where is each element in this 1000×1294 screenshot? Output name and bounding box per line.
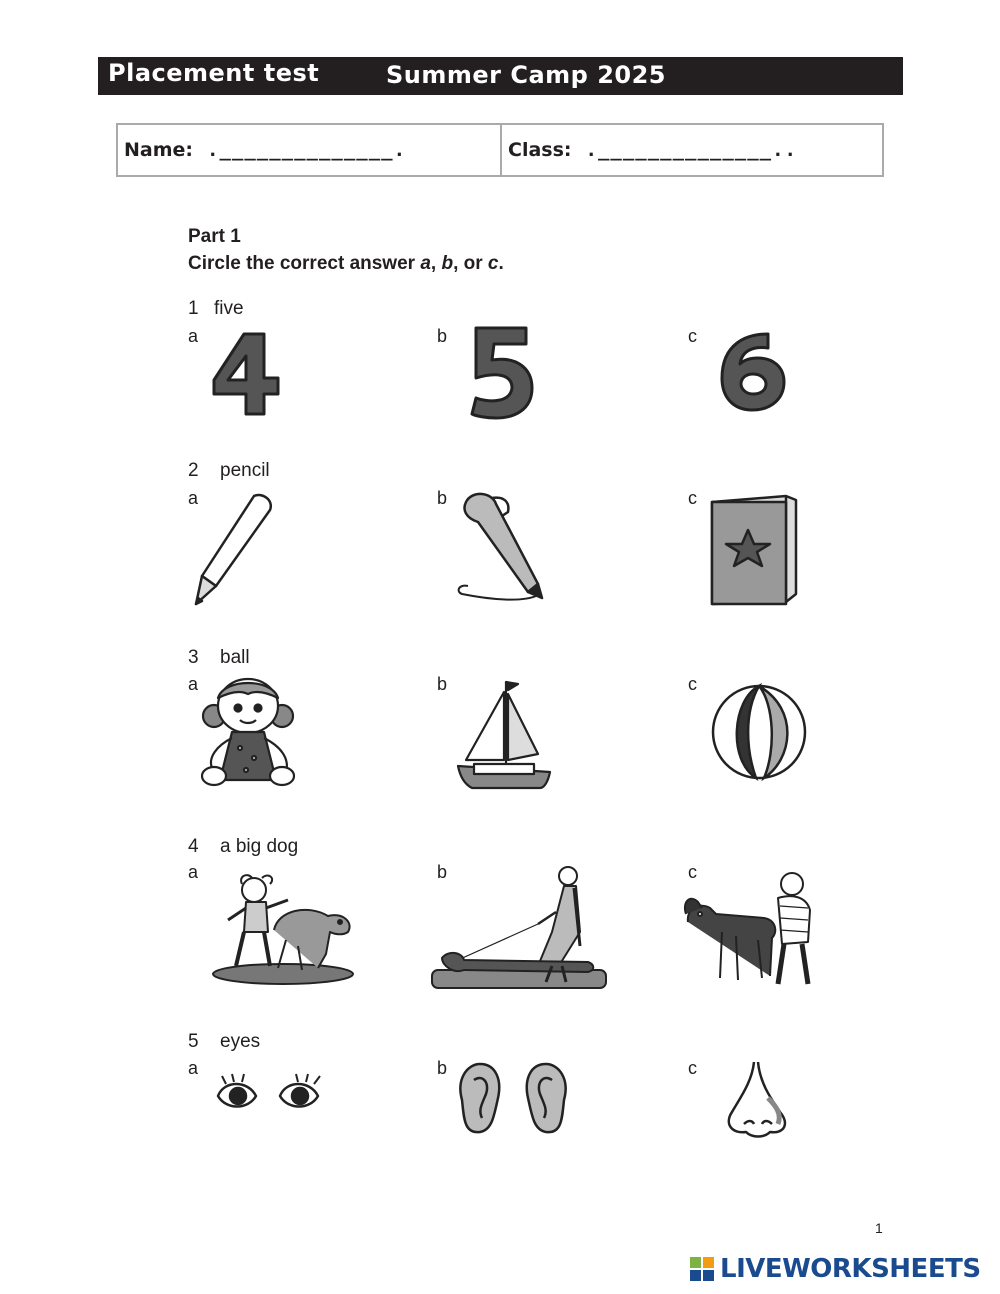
class-label: Class: bbox=[508, 139, 572, 161]
instruction-sep-2: , or bbox=[453, 253, 488, 274]
option-b-ref: b bbox=[441, 253, 454, 274]
option-a-ref: a bbox=[420, 253, 431, 274]
option-letter: b bbox=[437, 674, 448, 694]
option-letter: a bbox=[188, 1058, 199, 1078]
nose-picture[interactable] bbox=[718, 1058, 794, 1142]
option-letter: c bbox=[688, 674, 697, 694]
ears-picture[interactable] bbox=[452, 1060, 574, 1138]
sailboat-picture[interactable] bbox=[452, 676, 556, 794]
number-four-picture[interactable] bbox=[208, 328, 288, 420]
option-letter: a bbox=[188, 488, 199, 508]
option-letter: b bbox=[437, 488, 448, 508]
logo-grid-icon bbox=[690, 1257, 714, 1281]
book-picture[interactable] bbox=[706, 490, 802, 608]
question-word: ball bbox=[220, 647, 250, 668]
question-number: 1 bbox=[188, 298, 199, 319]
option-letter: b bbox=[437, 326, 448, 346]
name-label: Name: bbox=[124, 139, 194, 161]
name-cell[interactable] bbox=[118, 125, 500, 175]
header-bar bbox=[98, 57, 903, 95]
option-c-ref: c bbox=[487, 253, 499, 274]
question-word: five bbox=[214, 298, 244, 319]
option-letter: c bbox=[688, 326, 697, 346]
brand-name: LIVEWORKSHEETS bbox=[720, 1254, 981, 1284]
question-number: 3 bbox=[188, 647, 199, 668]
page-number: 1 bbox=[875, 1220, 883, 1236]
option-letter: c bbox=[688, 1058, 697, 1078]
question-word: eyes bbox=[220, 1031, 261, 1052]
liveworksheets-logo[interactable] bbox=[690, 1252, 990, 1286]
man-walking-big-dog-picture[interactable] bbox=[680, 866, 824, 998]
instruction-sep-1: , bbox=[430, 253, 442, 274]
name-class-box bbox=[116, 123, 884, 177]
pen-picture[interactable] bbox=[452, 488, 552, 604]
placement-test-title: Placement test bbox=[108, 59, 320, 87]
class-field[interactable]: .______________.. bbox=[585, 139, 797, 161]
number-five-picture[interactable] bbox=[466, 322, 536, 422]
man-walking-dachshund-picture[interactable] bbox=[428, 862, 610, 998]
girl-with-dog-picture[interactable] bbox=[208, 870, 358, 986]
class-cell[interactable] bbox=[500, 125, 882, 175]
part-title: Part 1 bbox=[188, 226, 241, 247]
number-six-picture[interactable] bbox=[716, 330, 790, 414]
instruction-end: . bbox=[498, 253, 504, 274]
option-letter: c bbox=[688, 488, 697, 508]
option-letter: b bbox=[437, 1058, 448, 1078]
question-number: 4 bbox=[188, 836, 199, 857]
option-letter: b bbox=[437, 862, 448, 882]
question-number: 5 bbox=[188, 1031, 199, 1052]
instruction bbox=[188, 253, 504, 275]
option-letter: a bbox=[188, 326, 199, 346]
pencil-picture[interactable] bbox=[188, 490, 278, 610]
question-word: pencil bbox=[220, 460, 270, 481]
name-field[interactable]: .______________. bbox=[207, 139, 407, 161]
option-letter: a bbox=[188, 862, 199, 882]
summer-camp-title: Summer Camp 2025 bbox=[386, 61, 667, 89]
question-number: 2 bbox=[188, 460, 199, 481]
eyes-picture[interactable] bbox=[212, 1068, 330, 1116]
instruction-text: Circle the correct answer bbox=[188, 253, 421, 274]
beach-ball-picture[interactable] bbox=[708, 680, 810, 784]
doll-picture[interactable] bbox=[196, 676, 300, 788]
question-word: a big dog bbox=[220, 836, 299, 857]
option-letter: a bbox=[188, 674, 199, 694]
option-letter: c bbox=[688, 862, 697, 882]
